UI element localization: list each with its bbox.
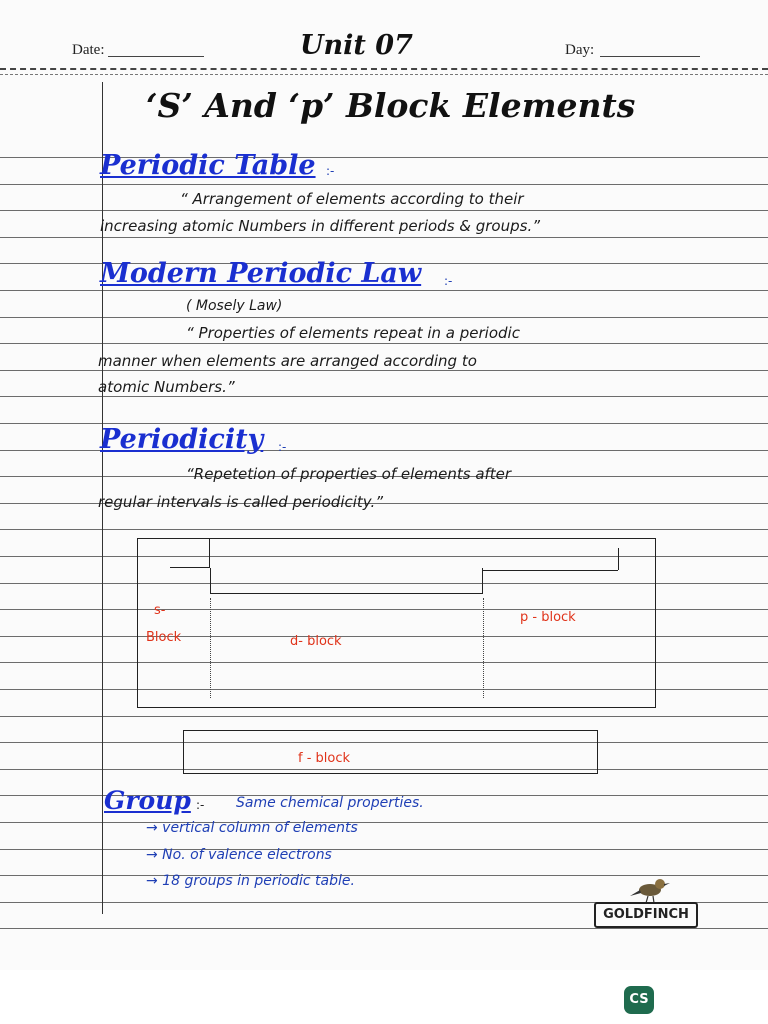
modern-law-def-line3: atomic Numbers.” (98, 378, 235, 396)
d-block-notch (210, 568, 483, 594)
s-d-divider (210, 598, 211, 698)
main-table-outline (137, 538, 656, 708)
p-block-label: p - block (520, 610, 576, 625)
d-block-label: d- block (290, 634, 342, 649)
ruled-line (0, 343, 768, 344)
ruled-line (0, 396, 768, 397)
page-title: ‘S’ And ‘p’ Block Elements (146, 86, 636, 125)
heading-suffix: :- (326, 164, 335, 178)
modern-law-subtitle: ( Mosely Law) (186, 298, 283, 314)
header-divider-secondary (0, 74, 768, 75)
periodic-table-def-line2: increasing atomic Numbers in different periods & groups.” (100, 217, 540, 235)
ruled-line (0, 370, 768, 371)
header-divider (0, 68, 768, 70)
heading-suffix: :- (444, 274, 453, 288)
date-field-line (108, 56, 204, 57)
periodicity-def-line1: “Repetetion of properties of elements after (186, 465, 512, 483)
modern-law-def-line1: “ Properties of elements repeat in a periodic (186, 324, 520, 342)
f-block-outline (183, 730, 598, 774)
group-point-2: → No. of valence electrons (146, 847, 332, 863)
heading-modern-periodic-law: Modern Periodic Law (100, 258, 422, 289)
heading-group: Group (104, 786, 191, 815)
s-block-top-step (170, 538, 210, 568)
ruled-line (0, 290, 768, 291)
s-block-label-2: Block (146, 630, 182, 645)
date-label: Date: (72, 42, 105, 58)
day-field-line (600, 56, 700, 57)
heading-suffix: :- (278, 440, 287, 454)
group-definition: Same chemical properties. (236, 795, 424, 811)
ruled-line (0, 928, 768, 929)
p-block-step (618, 548, 620, 570)
periodicity-def-line2: regular intervals is called periodicity.” (98, 493, 384, 511)
heading-suffix: :- (196, 798, 205, 812)
heading-periodicity: Periodicity (100, 424, 264, 455)
ruled-line (0, 822, 768, 823)
group-point-1: → vertical column of elements (146, 820, 358, 836)
p-block-top-edge (483, 570, 618, 572)
ruled-line (0, 716, 768, 717)
periodic-table-def-line1: “ Arrangement of elements according to their (180, 190, 524, 208)
unit-title: Unit 07 (300, 30, 413, 61)
group-point-3: → 18 groups in periodic table. (146, 873, 355, 889)
ruled-line (0, 849, 768, 850)
ruled-line (0, 317, 768, 318)
ruled-line (0, 184, 768, 185)
heading-periodic-table: Periodic Table (100, 150, 316, 181)
modern-law-def-line2: manner when elements are arranged according to (98, 352, 477, 370)
ruled-line (0, 237, 768, 238)
bird-icon (628, 872, 672, 904)
camscanner-badge: CS (624, 986, 654, 1014)
f-block-label: f - block (298, 751, 351, 766)
ruled-line (0, 529, 768, 530)
goldfinch-logo: GOLDFINCH (594, 902, 698, 928)
day-label: Day: (565, 42, 595, 58)
s-block-label: s- (154, 603, 166, 618)
d-p-divider (483, 598, 484, 698)
ruled-line (0, 210, 768, 211)
